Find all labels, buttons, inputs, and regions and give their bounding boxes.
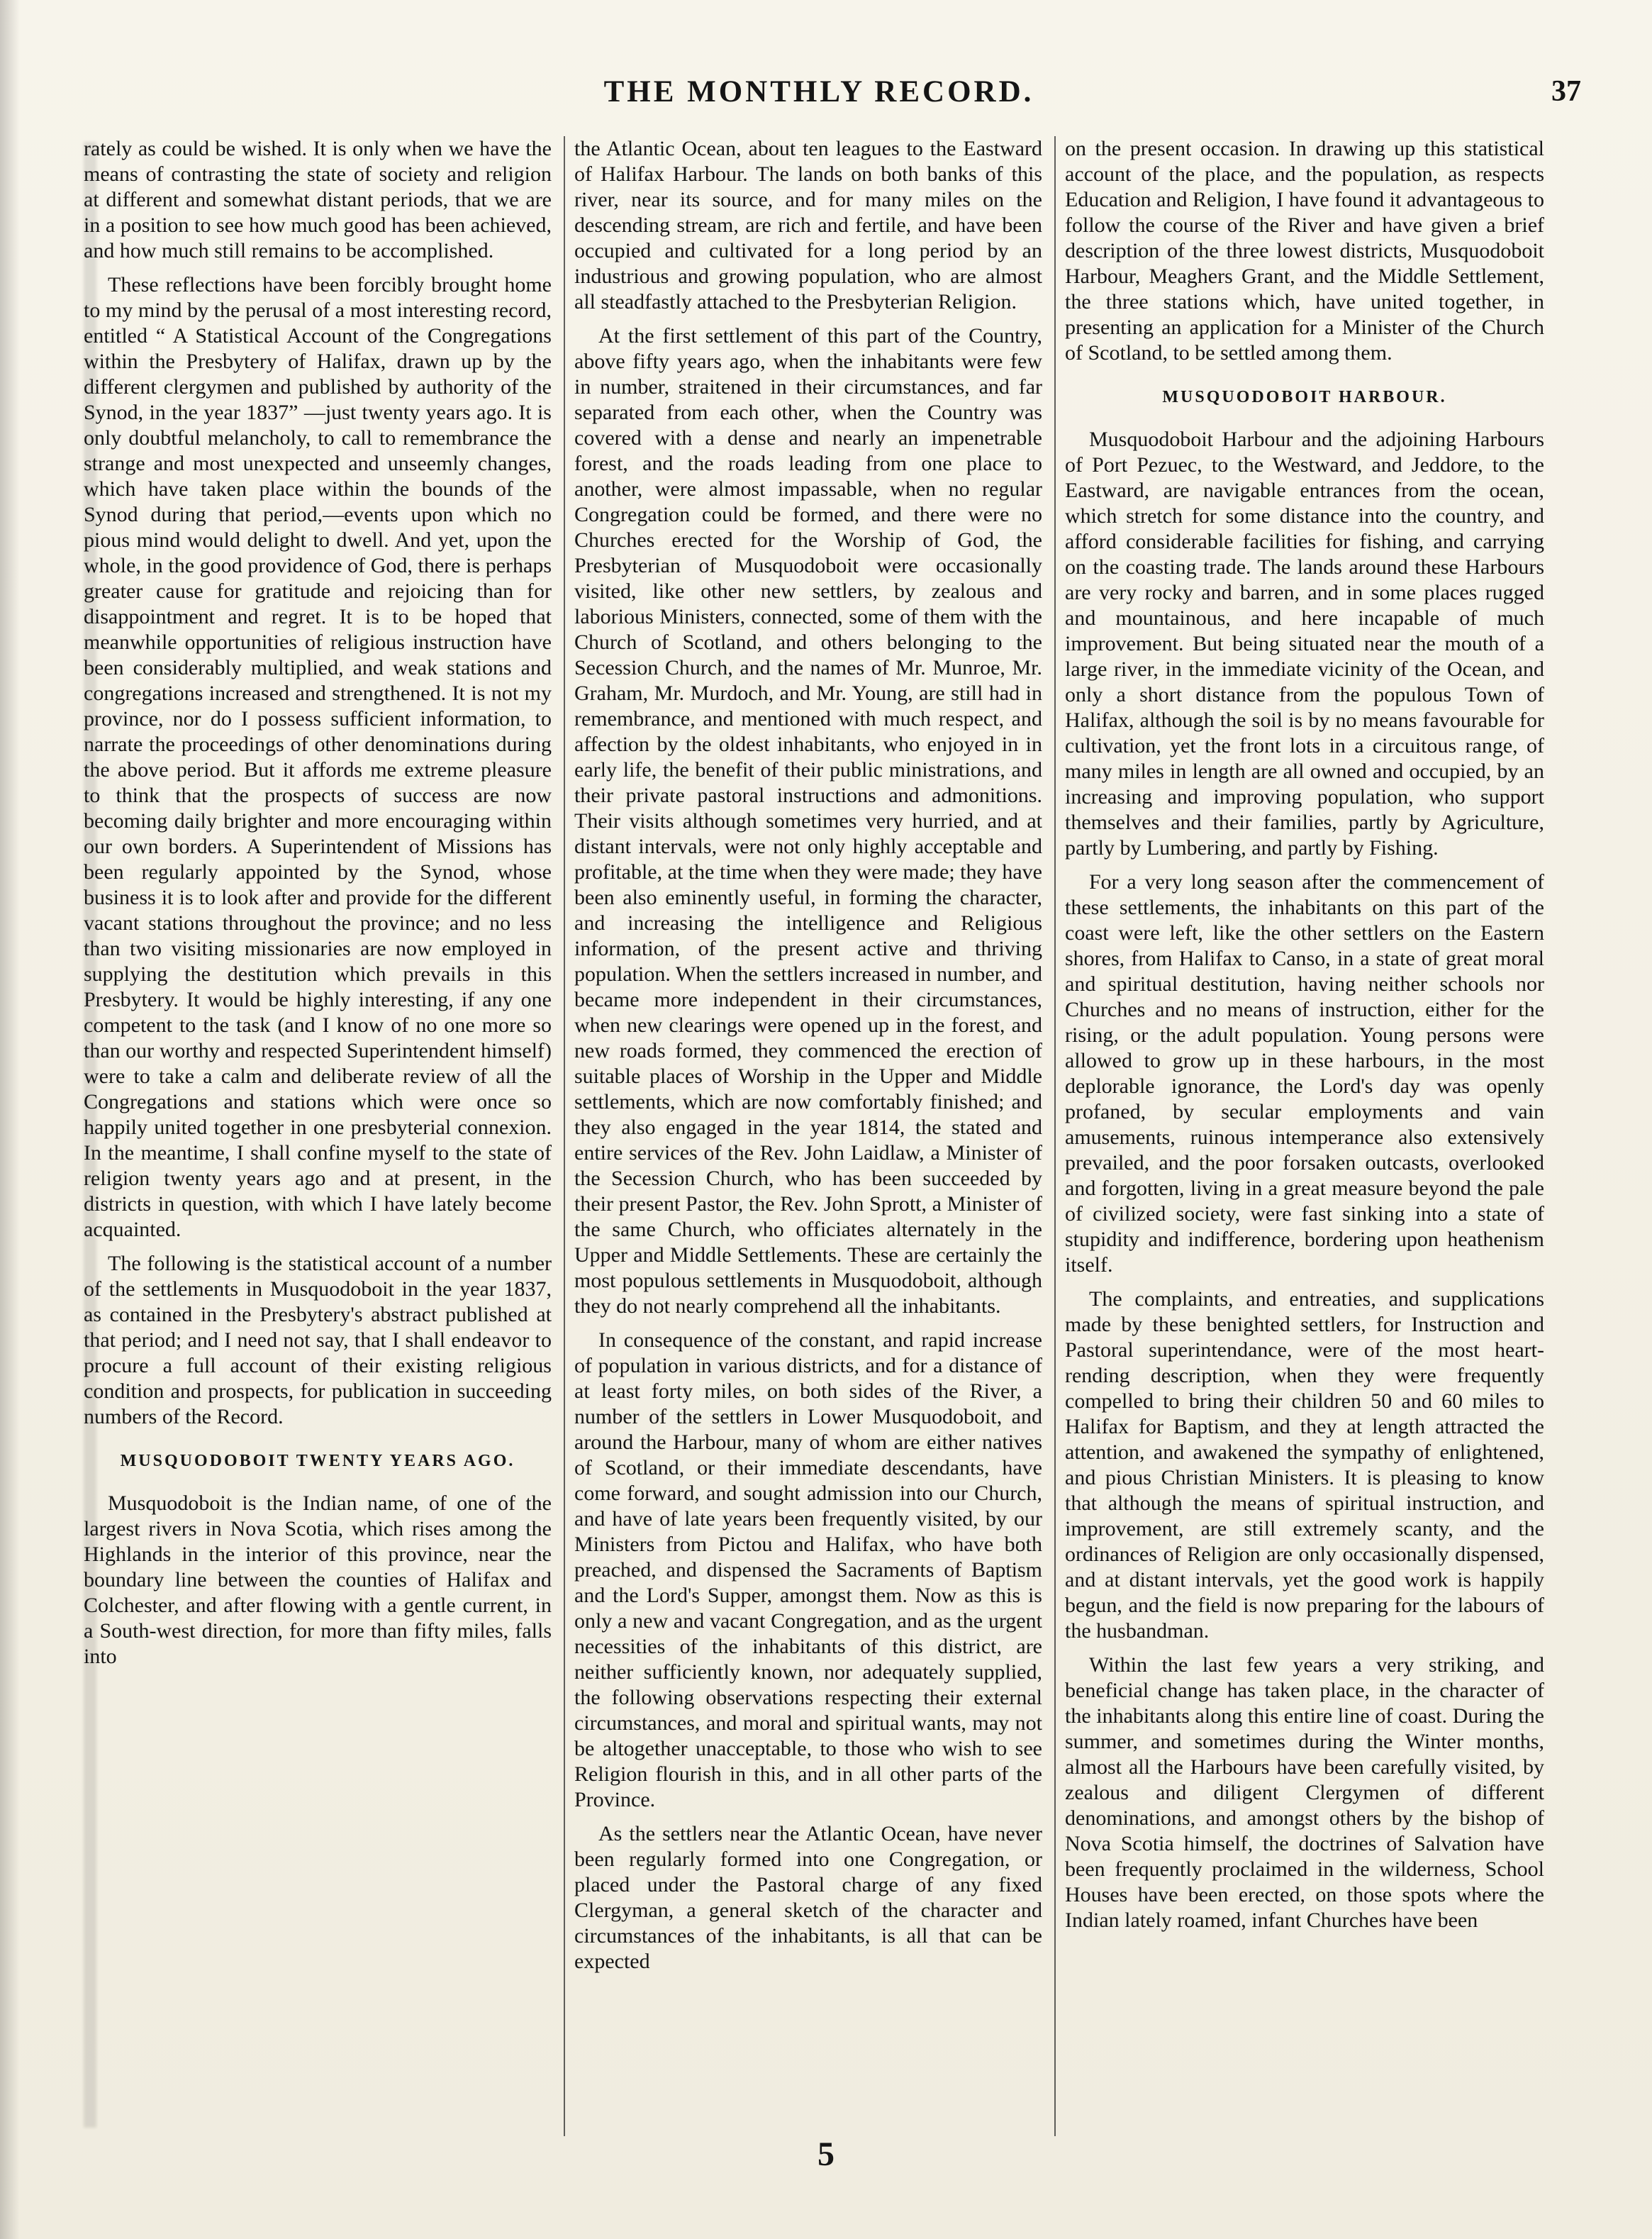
column-right xyxy=(1065,136,1544,2142)
paragraph: on the present occasion. In drawing up this statistical account of the place, and the population, as respects Education and Religion, I have found it advantageous to follow the course of the River and have given a brief description of the three lowest districts, Musquodoboit Harbour, Meaghers Grant, and the Middle Settlement, the three stations which, have united together, in presenting an application for a Minister of the Church of Scotland, to be settled among them. xyxy=(1065,137,1544,365)
paragraph: At the first settlement of this part of the Country, above fifty years ago, when the inhabitants were few in number, straitened in their circumstances, and far separated from each other, when the Country was covered with a dense and nearly an impenetrable forest, and the roads leading from one place to another, were almost impassable, when no regular Congregation could be formed, and there were no Churches erected for the Worship of God, the Presbyterian of Musquodoboit were occasionally visited, like other new settlers, by zealous and laborious Ministers, connected, some of them with the Church of Scotland, and others belonging to the Secession Church, and the names of Mr. Munroe, Mr. Graham, Mr. Murdoch, and Mr. Young, are still had in remembrance, and mentioned with much respect, and affection by the oldest inhabitants, who enjoyed in in early life, the benefit of their public ministrations, and their private pastoral instructions and admonitions. Their visits although sometimes very hurried, and at distant intervals, were not only highly acceptable and profitable, at the time when they were made; they have been also eminently useful, in forming the character, and increasing the intelligence and Religious information, of the present active and thriving population. When the settlers increased in number, and became more independent in their circumstances, when new clearings were opened up in the forest, and new roads formed, they commenced the erection of suitable places of Worship in the Upper and Middle settlements, which are now comfortably finished; and they also engaged in the year 1814, the stated and entire services of the Rev. John Laidlaw, a Minister of the Secession Church, who has been succeeded by their present Pastor, the Rev. John Sprott, a Minister of the same Church, who officiates alternately in the Upper and Middle Settlements. These are certainly the most populous settlements in Musquodoboit, although they do not nearly comprehend all the inhabitants. xyxy=(574,324,1042,1318)
article-columns xyxy=(84,136,1544,2142)
paragraph: These reflections have been forcibly brought home to my mind by the perusal of a most interesting record, entitled “ A Statistical Account of the Congregations within the Presbytery of Halifax, drawn up by the different clergymen and published by authority of the Synod, in the year 1837” —just twenty years ago. It is only doubtful melancholy, to call to remembrance the strange and most unexpected and unseemly changes, which have taken place within the bounds of the Synod during that period,—events upon which no pious mind would delight to dwell. And yet, upon the whole, in the good providence of God, there is perhaps greater cause for gratitude and rejoicing than for disappointment and regret. It is to be hoped that meanwhile opportunities of religious instruction have been considerably multiplied, and weak stations and congregations increased and strengthened. It is not my province, nor do I possess sufficient information, to narrate the proceedings of other denominations during the above period. But it affords me extreme pleasure to think that the prospects of success are now becoming daily brighter and more encouraging within our own borders. A Superintendent of Missions has been regularly appointed by the Synod, whose business it is to look after and provide for the different vacant stations throughout the province; and no less than two visiting missionaries are now employed in supplying the destitution which prevails in this Presbytery. It would be highly interesting, if any one competent to the task (and I know of no one more so than our worthy and respected Superintendent himself) were to take a calm and deliberate review of all the Congregations and stations which were once so happily united together in one presbyterial connexion. In the meantime, I shall confine myself to the state of religion twenty years ago and at present, in the districts in question, with which I have lately become acquainted. xyxy=(84,273,552,1241)
paragraph: Musquodoboit is the Indian name, of one of the largest rivers in Nova Scotia, which rises among the Highlands in the interior of this province, near the boundary line between the counties of Halifax and Colchester, and after flowing with a gentle current, in a South-west direction, for more than fifty miles, falls into xyxy=(84,1491,552,1668)
paragraph: The following is the statistical account of a number of the settlements in Musquodoboit in the year 1837, as contained in the Presbytery's abstract published at that period; and I need not say, that I shall endeavor to procure a full account of their existing religious condition and prospects, for publication in succeeding numbers of the Record. xyxy=(84,1252,552,1428)
page-header xyxy=(57,77,1581,133)
section-heading: MUSQUODOBOIT TWENTY YEARS AGO. xyxy=(120,1452,515,1470)
paragraph: The complaints, and entreaties, and supplications made by these benighted settlers, for Instruction and Pastoral superintendance, were of the most heart-rending description, when they were frequently compelled to bring their children 50 and 60 miles to Halifax for Baptism, and they at length attracted the attention, and awakened the sympathy of enlightened, and pious Christian Ministers. It is pleasing to know that although the means of spiritual instruction, and improvement, are still extremely scanty, and the ordinances of Religion are only occasionally dispensed, and at distant intervals, yet the good work is happily begun, and the field is now preparing for the labours of the husbandman. xyxy=(1065,1287,1544,1643)
column-middle xyxy=(574,136,1042,2142)
column-left xyxy=(84,136,552,2142)
paragraph: For a very long season after the commencement of these settlements, the inhabitants on this part of the coast were left, like the other settlers on the Eastern shores, from Halifax to Canso, in a state of great moral and spiritual destitution, having neither schools nor Churches and no means of instruction, either for the rising, or the adult population. Young persons were allowed to grow up in these harbours, in the most deplorable ignorance, the Lord's day was openly profaned, by secular employments and vain amusements, ruinous intemperance also extensively prevailed, and the poor forsaken outcasts, overlooked and forgotten, living in a great measure beyond the pale of civilized society, were fast sinking into a state of stupidity and indifference, bordering upon heathenism itself. xyxy=(1065,870,1544,1277)
paragraph: In consequence of the constant, and rapid increase of population in various districts, and for a distance of at least forty miles, on both sides of the River, a number of the settlers in Lower Musquodoboit, and around the Harbour, many of whom are either natives of Scotland, or their immediate descendants, have come forward, and sought admission into our Church, and have of late years been frequently visited, by our Ministers from Pictou and Halifax, who have both preached, and dispensed the Sacraments of Baptism and the Lord's Supper, amongst them. Now as this is only a new and vacant Congregation, and as the urgent necessities of the inhabitants of this district, are neither sufficiently known, nor adequately supplied, the following observations respecting their external circumstances, and moral and spiritual wants, may not be altogether unacceptable, to those who wish to see Religion flourish in this, and in all other parts of the Province. xyxy=(574,1328,1042,1811)
paragraph: Musquodoboit Harbour and the adjoining Harbours of Port Pezuec, to the Westward, and Jeddore, to the Eastward, are navigable entrances from the ocean, which stretch for some distance into the country, and afford considerable facilities for fishing, and carrying on the coasting trade. The lands around these Harbours are very rocky and barren, and in some places rugged and mountainous, and here incapable of much improvement. But being situated near the mouth of a large river, in the immediate vicinity of the Ocean, and only a short distance from the populous Town of Halifax, although the soil is by no means favourable for cultivation, yet the front lots in a circuitous range, of many miles in length are all owned and occupied, by an increasing and improving population, who support themselves and their families, partly by Agriculture, partly by Lumbering, and partly by Fishing. xyxy=(1065,428,1544,860)
running-title: THE MONTHLY RECORD. xyxy=(603,75,1034,109)
paragraph: Within the last few years a very striking, and beneficial change has taken place, in the character of the inhabitants along this entire line of coast. During the summer, and sometimes during the Winter months, almost all the Harbours have been carefully visited, by zealous and diligent Clergymen of different denominations, and amongst others by the bishop of Nova Scotia himself, the doctrines of Salvation have been frequently proclaimed in the wilderness, School Houses have been erected, on those spots where the Indian lately roamed, infant Churches have been xyxy=(1065,1653,1544,1932)
page-number: 37 xyxy=(1551,75,1581,108)
paragraph: the Atlantic Ocean, about ten leagues to the Eastward of Halifax Harbour. The lands on both banks of this river, near its source, and for many miles on the descending stream, are rich and fertile, and have been occupied and cultivated for a long period by an industrious and growing population, who are almost all steadfastly attached to the Presbyterian Religion. xyxy=(574,137,1042,313)
page-signature: 5 xyxy=(817,2135,835,2173)
paragraph: rately as could be wished. It is only when we have the means of contrasting the state of society and religion at different and somewhat distant periods, that we are in a position to see how much good has been achieved, and how much still remains to be accomplished. xyxy=(84,137,552,262)
section-heading: MUSQUODOBOIT HARBOUR. xyxy=(1162,388,1447,406)
paragraph: As the settlers near the Atlantic Ocean, have never been regularly formed into one Congregation, or placed under the Pastoral charge of any fixed Clergyman, a general sketch of the character and circumstances of the inhabitants, is all that can be expected xyxy=(574,1822,1042,1973)
page-edge-shadow xyxy=(0,0,20,2239)
